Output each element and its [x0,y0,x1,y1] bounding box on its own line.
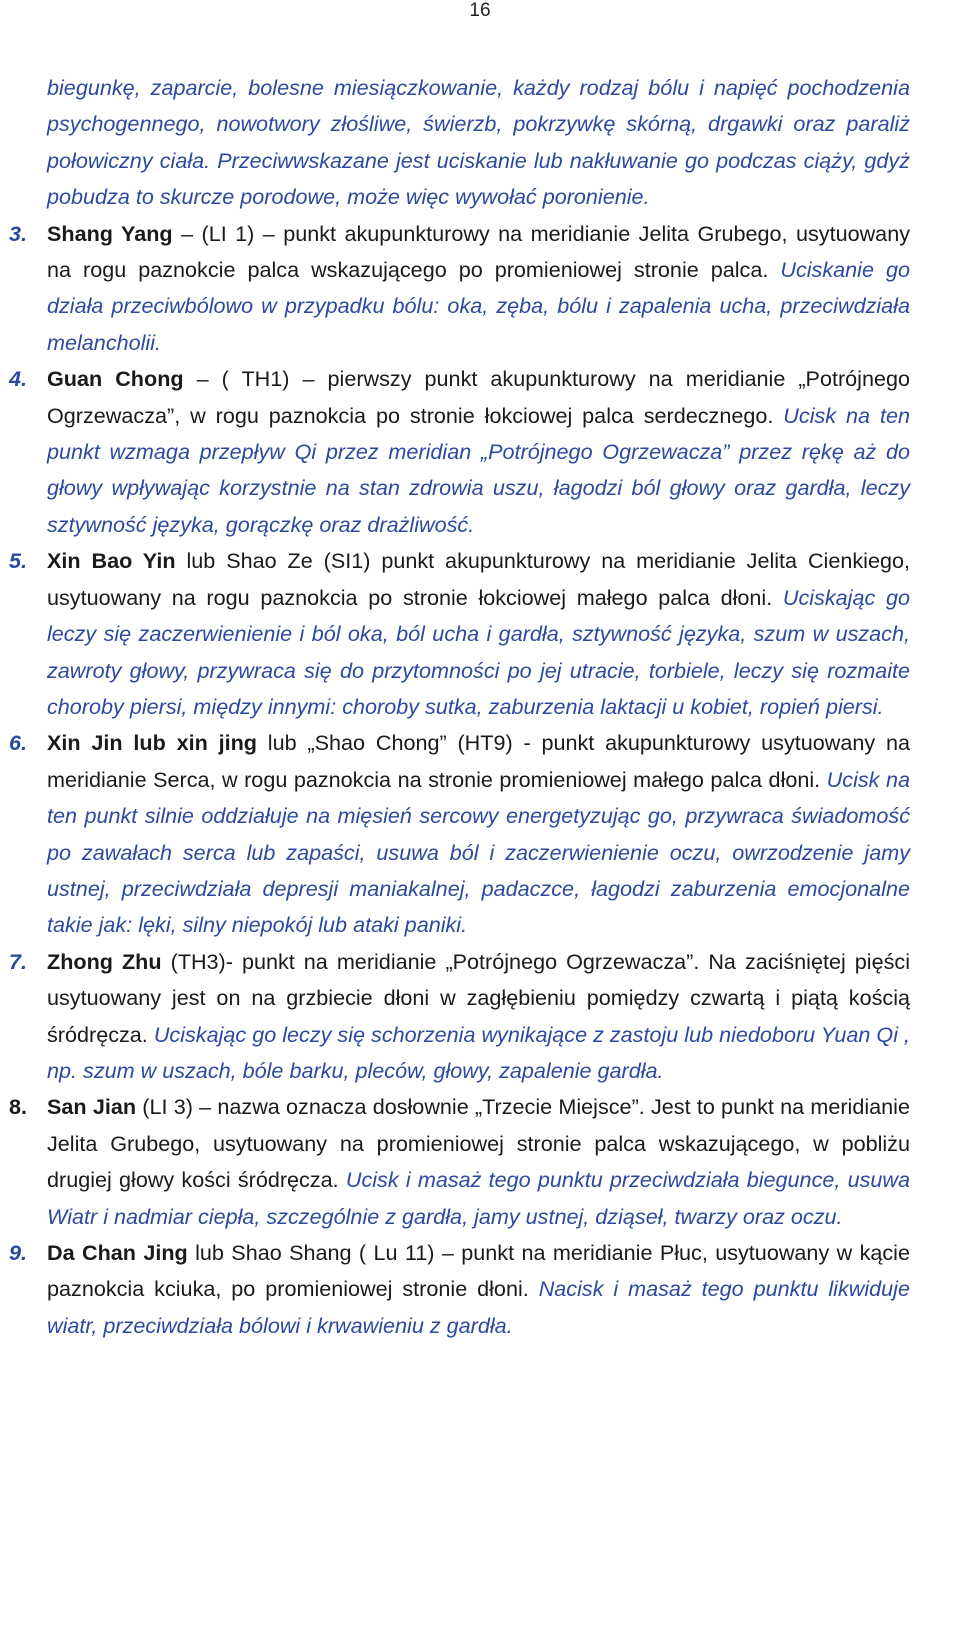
point-description: – (LI 1) – punkt akupunkturowy na meridianie Jelita Grubego, usytuowany na rogu paznokcie palca wskazującego po promieniowej stronie palca. [47,220,911,283]
point-effects: Uciskanie go działa przeciwbólowo w przypadku bólu: oka, zęba, bólu i zapalenia ucha, przeciwdziała melancholii. [47,257,910,355]
point-effects: Nacisk i masaż tego punktu likwiduje wiatr, przeciwdziała bólowi i krwawieniu z gardła. [47,1276,910,1338]
point-description: lub Shao Shang ( Lu 11) – punkt na meridianie Płuc, usytuowany w kącie paznokcia kciuka, po promieniowej stronie dłoni. [47,1240,910,1302]
list-item-3 [9,216,911,362]
point-name: Zhong Zhu [47,948,162,974]
item-number: 8. [9,1094,28,1120]
item-number: 9. [9,1240,28,1265]
item-number: 6. [9,730,28,756]
point-description: (TH3)- punkt na meridianie „Potrójnego Ogrzewacza”. Na zaciśniętej pięści usytuowany jest on na grzbiecie dłoni w zagłębieniu pomiędzy czwartą i piątą kością śródręcza. [47,948,910,1047]
point-description: – ( TH1) – pierwszy punkt akupunkturowy na meridianie „Potrójnego Ogrzewacza”, w rogu paznokcia po stronie łokciowej palca serdecznego. [47,366,910,428]
point-description: lub Shao Ze (SI1) punkt akupunkturowy na meridianie Jelita Cienkiego, usytuowany na rogu paznokcia po stronie łokciowej małego palca dłoni. [47,548,910,610]
intro-paragraph [47,70,910,216]
point-effects: Ucisk i masaż tego punktu przeciwdziała biegunce, usuwa Wiatr i nadmiar ciepła, szczególnie z gardła, jamy ustnej, dziąseł, twarzy oraz oczu. [47,1167,910,1229]
list-item-9 [9,1235,910,1344]
page-number: 16 [469,0,491,21]
point-name: Xin Bao Yin [47,548,176,574]
point-effects: Ucisk na ten punkt silnie oddziałuje na mięsień sercowy energetyzując go, przywraca świadomość po zawałach serca lub zapaści, usuwa ból i zaczerwienienie oczu, owrzodzenie jamy ustnej, przeciwdziała depresji maniakalnej, padaczce, łagodzi zaburzenia emocjonalne takie jak: lęki, silny niepokój lub ataki paniki. [47,766,910,938]
point-effects: Uciskając go leczy się schorzenia wynikające z zastoju lub niedoboru Yuan Qi , np. szum w uszach, bóle barku, pleców, głowy, zapalenie gardła. [47,1021,910,1083]
point-name: Xin Jin lub xin jing [47,730,257,756]
item-number: 7. [9,948,28,974]
list-item-7 [9,944,910,1090]
list-item-4 [9,361,910,543]
point-description: lub „Shao Chong” (HT9) - punkt akupunkturowy usytuowany na meridianie Serca, w rogu paznokcia na stronie promieniowej małego palca dłoni. [47,730,910,792]
point-description: (LI 3) – nazwa oznacza dosłownie „Trzecie Miejsce”. Jest to punkt na meridianie Jelita Grubego, usytuowany na promieniowej stronie palca wskazującego, w pobliżu drugiej głowy kości śródręcza. [47,1094,910,1193]
list-item-6 [9,725,910,943]
list-item-8 [9,1089,910,1235]
point-effects: Uciskając go leczy się zaczerwienienie i ból oka, ból ucha i gardła, sztywność języka, szum w uszach, zawroty głowy, przywraca się do przytomności po jej utracie, torbiele, leczy się rozmaite choroby piersi, między innymi: choroby sutka, zaburzenia laktacji u kobiet, ropień piersi. [47,584,910,719]
point-name: Guan Chong [47,366,184,392]
intro-text: biegunkę, zaparcie, bolesne miesiączkowanie, każdy rodzaj bólu i napięć pochodzenia psychogennego, nowotwory złośliwe, świerzb, pokrzywkę skórną, drgawki oraz paraliż połowiczny ciała. Przeciwwskazane jest uciskanie lub nakłuwanie go podczas ciąży, gdyż pobudza to skurcze porodowe, może więc wywołać poronienie. [47,75,910,210]
page-content [9,70,911,1344]
item-number: 5. [9,548,28,574]
list-item-5 [9,543,910,725]
point-name: San Jian [47,1094,137,1120]
point-name: Shang Yang [47,220,173,246]
item-number: 3. [9,220,28,246]
point-name: Da Chan Jing [47,1240,188,1265]
point-effects: Ucisk na ten punkt wzmaga przepływ Qi przez meridian „Potrójnego Ogrzewacza” przez rękę aż do głowy wpływając korzystnie na stan zdrowia uszu, łagodzi ból głowy oraz gardła, leczy sztywność języka, gorączkę oraz drażliwość. [47,402,910,537]
item-number: 4. [9,366,28,392]
